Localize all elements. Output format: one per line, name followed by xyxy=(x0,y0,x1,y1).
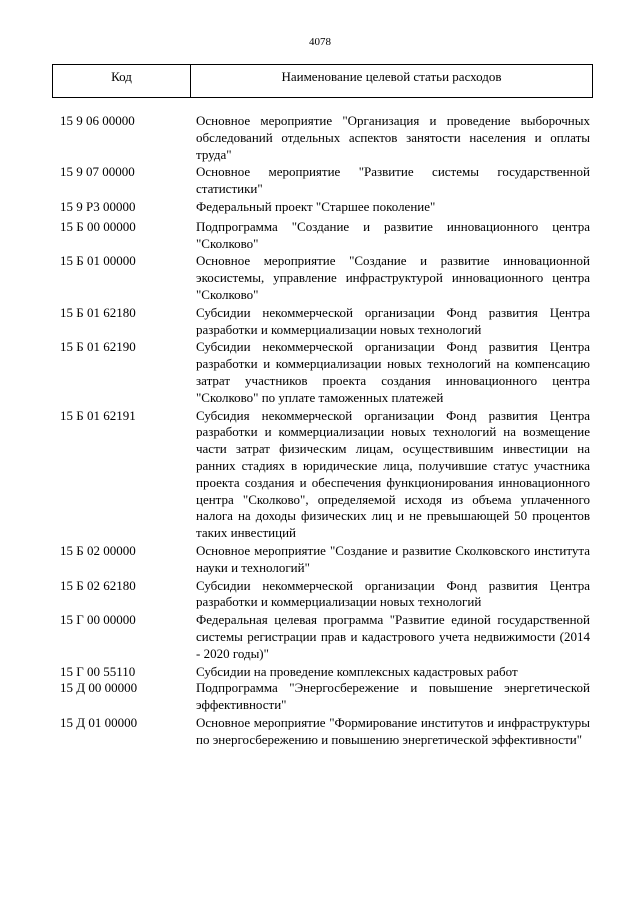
row-code: 15 Б 01 00000 xyxy=(60,253,136,269)
column-header-name: Наименование целевой статьи расходов xyxy=(281,69,502,84)
table-row xyxy=(60,543,590,577)
table-row xyxy=(60,664,590,681)
row-code: 15 Б 02 62180 xyxy=(60,577,136,593)
row-code: 15 Д 01 00000 xyxy=(60,714,138,730)
row-code: 15 Г 00 00000 xyxy=(60,612,136,628)
table-row xyxy=(60,164,590,198)
row-name: Субсидии некоммерческой организации Фонд развития Центра разработки и коммерциализации новых технологий xyxy=(196,304,590,337)
table-header xyxy=(52,64,593,98)
column-header-code: Код xyxy=(53,65,191,97)
row-code: 15 Д 00 00000 xyxy=(60,680,138,696)
row-name: Субсидии на проведение комплексных кадастровых работ xyxy=(196,663,518,679)
row-code: 15 Б 01 62180 xyxy=(60,304,136,320)
row-code: 15 Г 00 55110 xyxy=(60,663,136,679)
table-row xyxy=(60,305,590,339)
table-row xyxy=(60,339,590,406)
table-row xyxy=(60,199,590,216)
table-row xyxy=(60,578,590,612)
row-code: 15 9 P3 00000 xyxy=(60,198,136,214)
table-row xyxy=(60,113,590,163)
table-row xyxy=(60,408,590,542)
row-code: 15 Б 02 00000 xyxy=(60,542,136,558)
row-code: 15 Б 01 62191 xyxy=(60,407,136,423)
row-code: 15 Б 01 62190 xyxy=(60,339,136,355)
table-row xyxy=(60,253,590,303)
row-code: 15 9 06 00000 xyxy=(60,113,135,128)
page-number: 4078 xyxy=(309,36,331,48)
row-name: Основное мероприятие "Создание и развитие Сколковского института науки и технологий" xyxy=(196,542,590,575)
row-name: Основное мероприятие "Организация и проведение выборочных обследований отдельных аспектов занятости населения и оплаты труда" xyxy=(196,113,590,162)
row-name: Субсидия некоммерческой организации Фонд развития Центра разработки и коммерциализации новых технологий на возмещение части затрат физическим лицам, осуществившим инвестиции на ранних стадиях в юридические лица, получившие статус участника проекта создания и обеспечения функционирования инновационного центра "Сколково", определяемой исходя из объема уплаченного налога на доходы физических лиц и не превышающей 50 процентов таких инвестиций xyxy=(196,407,590,541)
table-row xyxy=(60,680,590,714)
table-row xyxy=(60,219,590,253)
row-name: Подпрограмма "Создание и развитие инновационного центра "Сколково" xyxy=(196,218,590,251)
row-name: Федеральный проект "Старшее поколение" xyxy=(196,198,436,214)
row-name: Федеральная целевая программа "Развитие единой государственной системы регистрации прав и кадастрового учета недвижимости (2014 - 2020 годы)" xyxy=(196,612,590,661)
table-body xyxy=(60,113,590,748)
row-name: Субсидии некоммерческой организации Фонд развития Центра разработки и коммерциализации новых технологий xyxy=(196,577,590,610)
table-row xyxy=(60,715,590,749)
row-name: Основное мероприятие "Создание и развитие инновационной экосистемы, управление инфраструктурой инновационного центра "Сколково" xyxy=(196,253,590,302)
row-code: 15 Б 00 00000 xyxy=(60,218,136,234)
row-name: Основное мероприятие "Развитие системы государственной статистики" xyxy=(196,164,590,197)
row-name: Субсидии некоммерческой организации Фонд развития Центра разработки и коммерциализации новых технологий на компенсацию затрат участников проекта создания инновационного центра "Сколково" по уплате таможенных платежей xyxy=(196,339,590,405)
row-name: Основное мероприятие "Формирование институтов и инфраструктуры по энергосбережению и повышению энергетической эффективности" xyxy=(196,714,590,747)
row-name: Подпрограмма "Энергосбережение и повышение энергетической эффективности" xyxy=(196,680,590,713)
row-code: 15 9 07 00000 xyxy=(60,164,135,180)
table-row xyxy=(60,612,590,662)
